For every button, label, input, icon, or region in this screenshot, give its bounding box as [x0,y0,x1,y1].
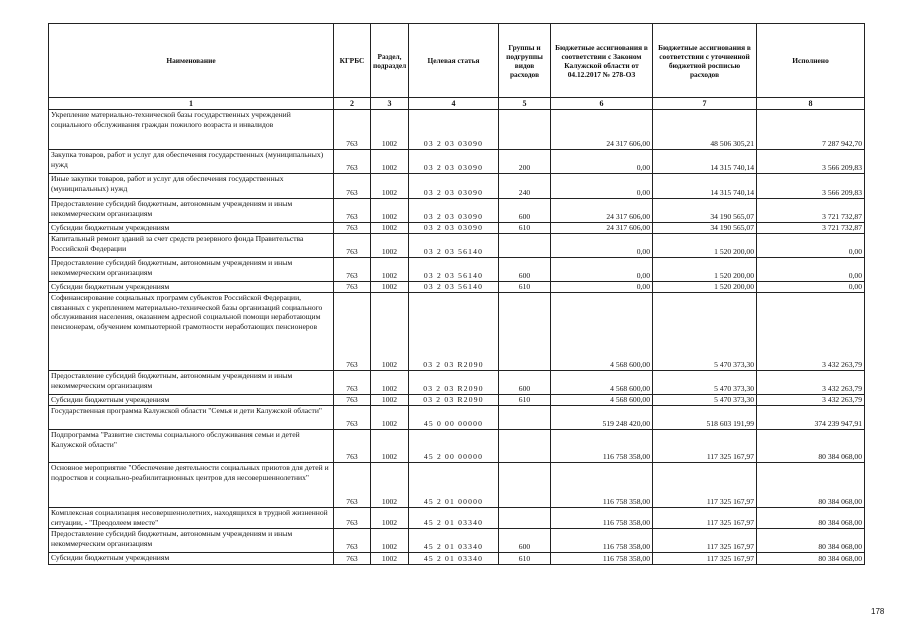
row-section: 1002 [371,508,409,529]
row-section: 1002 [371,234,409,258]
row-section: 1002 [371,293,409,371]
row-kgrbs: 763 [334,258,371,282]
row-law-amount: 116 758 358,00 [551,430,653,463]
row-expense-group: 600 [499,529,551,553]
header-name: Наименование [49,24,334,98]
row-revised-amount: 1 520 200,00 [653,282,757,293]
row-law-amount: 24 317 606,00 [551,199,653,223]
row-section: 1002 [371,430,409,463]
column-number: 1 [49,98,334,110]
row-executed-amount: 0,00 [757,258,865,282]
row-target-article: 03 2 03 56140 [409,234,499,258]
row-law-amount: 0,00 [551,174,653,199]
row-law-amount: 116 758 358,00 [551,463,653,508]
row-expense-group [499,406,551,430]
row-executed-amount: 3 432 263,79 [757,395,865,406]
row-executed-amount: 80 384 068,00 [757,529,865,553]
table-row [49,223,865,234]
row-section: 1002 [371,371,409,395]
row-expense-group [499,110,551,150]
row-name: Предоставление субсидий бюджетным, автономным учреждениям и иным некоммерческим организациям [49,529,334,553]
row-kgrbs: 763 [334,174,371,199]
row-executed-amount: 3 566 209,83 [757,150,865,174]
table-row [49,508,865,529]
row-name: Комплексная социализация несовершеннолетних, находящихся в трудной жизненной ситуации, - "Преодолеем вместе" [49,508,334,529]
row-target-article: 03 2 03 03090 [409,150,499,174]
row-revised-amount: 48 506 305,21 [653,110,757,150]
column-number: 2 [334,98,371,110]
row-revised-amount: 5 470 373,30 [653,293,757,371]
table-row [49,150,865,174]
row-expense-group: 600 [499,371,551,395]
header-target-article: Целевая статья [409,24,499,98]
row-name: Софинансирование социальных программ субъектов Российской Федерации, связанных с укреплением материально-технической базы организаций социального обслуживания населения, оказанием адресной социальной помощи неработающим пенсионерам, обучением компьютерной грамотности неработающих пенсионеров [49,293,334,371]
row-revised-amount: 5 470 373,30 [653,371,757,395]
row-target-article: 03 2 03 R2090 [409,371,499,395]
row-executed-amount: 80 384 068,00 [757,430,865,463]
row-revised-amount: 117 325 167,97 [653,463,757,508]
row-revised-amount: 117 325 167,97 [653,430,757,463]
row-kgrbs: 763 [334,371,371,395]
header-row [49,24,865,98]
row-law-amount: 116 758 358,00 [551,529,653,553]
row-expense-group [499,463,551,508]
column-number-row [49,98,865,110]
table-row [49,553,865,565]
row-executed-amount: 3 721 732,87 [757,223,865,234]
row-kgrbs: 763 [334,150,371,174]
row-target-article: 03 2 03 R2090 [409,395,499,406]
table-row [49,406,865,430]
row-kgrbs: 763 [334,406,371,430]
row-executed-amount: 80 384 068,00 [757,508,865,529]
row-kgrbs: 763 [334,282,371,293]
row-expense-group: 610 [499,553,551,565]
row-executed-amount: 374 239 947,91 [757,406,865,430]
table-row [49,234,865,258]
row-section: 1002 [371,529,409,553]
row-section: 1002 [371,223,409,234]
table-row [49,199,865,223]
row-expense-group: 240 [499,174,551,199]
row-name: Подпрограмма "Развитие системы социального обслуживания семьи и детей Калужской области" [49,430,334,463]
column-number: 4 [409,98,499,110]
row-name: Субсидии бюджетным учреждениям [49,282,334,293]
row-section: 1002 [371,282,409,293]
row-section: 1002 [371,406,409,430]
table-row [49,395,865,406]
row-law-amount: 24 317 606,00 [551,223,653,234]
row-executed-amount: 0,00 [757,282,865,293]
row-law-amount: 0,00 [551,150,653,174]
row-target-article: 45 2 01 03340 [409,529,499,553]
row-section: 1002 [371,395,409,406]
header-executed: Исполнено [757,24,865,98]
row-name: Предоставление субсидий бюджетным, автономным учреждениям и иным некоммерческим организациям [49,258,334,282]
row-section: 1002 [371,463,409,508]
row-kgrbs: 763 [334,293,371,371]
row-law-amount: 116 758 358,00 [551,553,653,565]
row-expense-group [499,234,551,258]
header-law-assignments: Бюджетные ассигнования в соответствии с Законом Калужской области от 04.12.2017 № 278-ОЗ [551,24,653,98]
row-name: Капитальный ремонт зданий за счет средств резервного фонда Правительства Российской Федерации [49,234,334,258]
row-name: Иные закупки товаров, работ и услуг для обеспечения государственных (муниципальных) нужд [49,174,334,199]
row-expense-group [499,508,551,529]
row-executed-amount: 3 432 263,79 [757,371,865,395]
row-law-amount: 116 758 358,00 [551,508,653,529]
row-law-amount: 519 248 420,00 [551,406,653,430]
row-revised-amount: 14 315 740,14 [653,150,757,174]
row-expense-group: 200 [499,150,551,174]
row-target-article: 03 2 03 56140 [409,282,499,293]
row-kgrbs: 763 [334,463,371,508]
row-section: 1002 [371,199,409,223]
row-target-article: 03 2 03 R2090 [409,293,499,371]
row-law-amount: 4 568 600,00 [551,395,653,406]
row-revised-amount: 5 470 373,30 [653,395,757,406]
row-kgrbs: 763 [334,234,371,258]
row-expense-group: 610 [499,223,551,234]
row-kgrbs: 763 [334,199,371,223]
row-kgrbs: 763 [334,553,371,565]
row-executed-amount: 3 721 732,87 [757,199,865,223]
budget-report-sheet [48,23,865,565]
row-law-amount: 4 568 600,00 [551,371,653,395]
row-executed-amount: 3 432 263,79 [757,293,865,371]
table-row [49,430,865,463]
row-law-amount: 0,00 [551,234,653,258]
row-revised-amount: 34 190 565,07 [653,223,757,234]
row-target-article: 45 2 00 00000 [409,430,499,463]
row-name: Закупка товаров, работ и услуг для обеспечения государственных (муниципальных) нужд [49,150,334,174]
row-target-article: 03 2 03 56140 [409,258,499,282]
row-target-article: 45 2 01 03340 [409,553,499,565]
row-kgrbs: 763 [334,110,371,150]
row-name: Предоставление субсидий бюджетным, автономным учреждениям и иным некоммерческим организациям [49,199,334,223]
row-revised-amount: 117 325 167,97 [653,529,757,553]
table-row [49,174,865,199]
row-expense-group: 610 [499,282,551,293]
row-target-article: 45 2 01 03340 [409,508,499,529]
row-executed-amount: 80 384 068,00 [757,463,865,508]
row-kgrbs: 763 [334,508,371,529]
row-executed-amount: 80 384 068,00 [757,553,865,565]
table-row [49,110,865,150]
row-kgrbs: 763 [334,395,371,406]
table-row [49,529,865,553]
row-name: Предоставление субсидий бюджетным, автономным учреждениям и иным некоммерческим организациям [49,371,334,395]
row-section: 1002 [371,110,409,150]
row-expense-group [499,430,551,463]
table-row [49,463,865,508]
row-name: Субсидии бюджетным учреждениям [49,553,334,565]
row-name: Субсидии бюджетным учреждениям [49,223,334,234]
row-target-article: 03 2 03 03090 [409,174,499,199]
row-revised-amount: 117 325 167,97 [653,508,757,529]
row-section: 1002 [371,553,409,565]
table-row [49,293,865,371]
row-revised-amount: 1 520 200,00 [653,234,757,258]
row-target-article: 03 2 03 03090 [409,223,499,234]
page-number: 178 [871,607,885,616]
column-number: 3 [371,98,409,110]
row-executed-amount: 7 287 942,70 [757,110,865,150]
table-header [49,24,865,110]
row-kgrbs: 763 [334,223,371,234]
table-body [49,110,865,565]
row-kgrbs: 763 [334,430,371,463]
row-revised-amount: 14 315 740,14 [653,174,757,199]
row-name: Укрепление материально-технической базы государственных учреждений социального обслуживания граждан пожилого возраста и инвалидов [49,110,334,150]
row-target-article: 03 2 03 03090 [409,199,499,223]
row-section: 1002 [371,258,409,282]
row-name: Субсидии бюджетным учреждениям [49,395,334,406]
row-law-amount: 24 317 606,00 [551,110,653,150]
column-number: 6 [551,98,653,110]
header-revised-assignments: Бюджетные ассигнования в соответствии с уточненной бюджетной росписью расходов [653,24,757,98]
header-kgrbs: КГРБС [334,24,371,98]
table-row [49,371,865,395]
row-revised-amount: 34 190 565,07 [653,199,757,223]
row-revised-amount: 518 603 191,99 [653,406,757,430]
row-law-amount: 0,00 [551,258,653,282]
row-expense-group: 610 [499,395,551,406]
row-expense-group [499,293,551,371]
row-revised-amount: 117 325 167,97 [653,553,757,565]
table-row [49,258,865,282]
row-name: Государственная программа Калужской области "Семья и дети Калужской области" [49,406,334,430]
header-expense-group: Группы и подгруппы видов расходов [499,24,551,98]
row-executed-amount: 0,00 [757,234,865,258]
column-number: 5 [499,98,551,110]
row-expense-group: 600 [499,199,551,223]
column-number: 7 [653,98,757,110]
column-number: 8 [757,98,865,110]
header-section: Раздел, подраздел [371,24,409,98]
row-revised-amount: 1 520 200,00 [653,258,757,282]
row-kgrbs: 763 [334,529,371,553]
row-law-amount: 4 568 600,00 [551,293,653,371]
row-target-article: 45 0 00 00000 [409,406,499,430]
row-target-article: 45 2 01 00000 [409,463,499,508]
row-section: 1002 [371,150,409,174]
row-section: 1002 [371,174,409,199]
row-expense-group: 600 [499,258,551,282]
row-target-article: 03 2 03 03090 [409,110,499,150]
table-row [49,282,865,293]
row-executed-amount: 3 566 209,83 [757,174,865,199]
budget-table [48,23,865,565]
row-name: Основное мероприятие "Обеспечение деятельности социальных приютов для детей и подростков и социально-реабилитационных центров для несовершеннолетних" [49,463,334,508]
row-law-amount: 0,00 [551,282,653,293]
